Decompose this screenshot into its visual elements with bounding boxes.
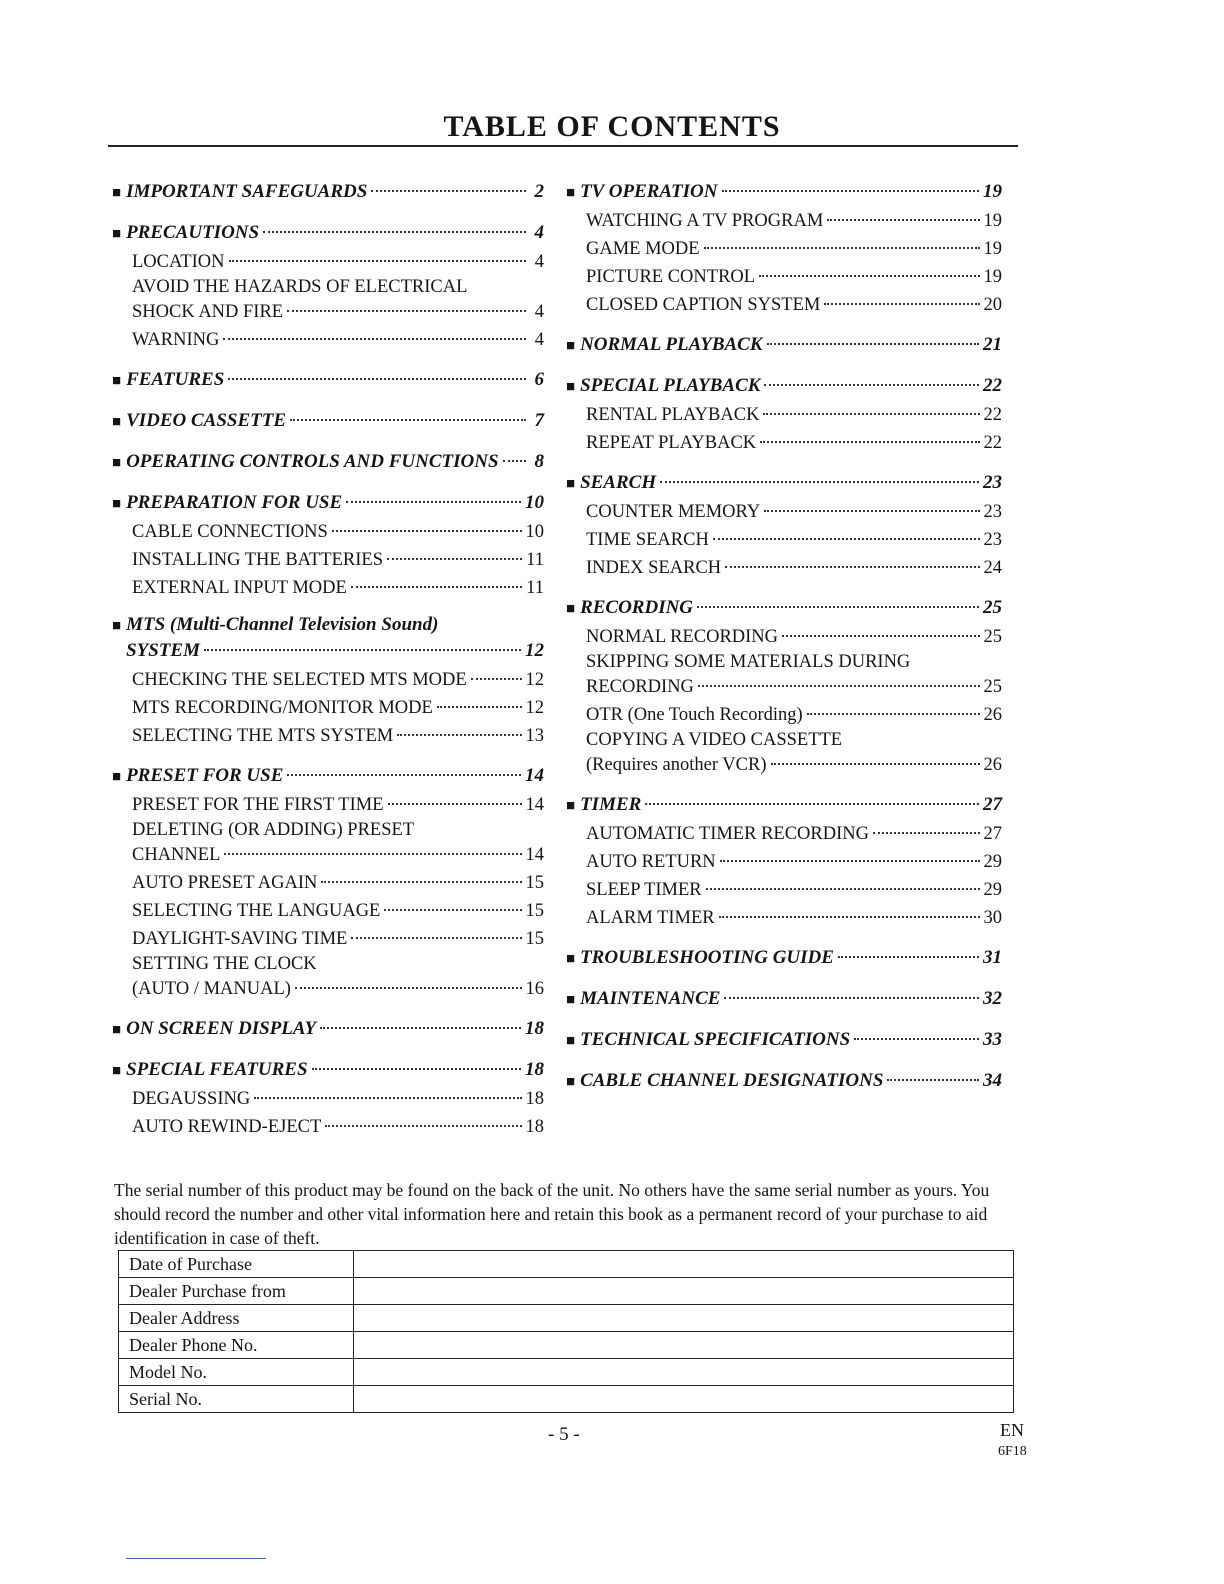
- toc-page-number: 12: [525, 640, 544, 661]
- toc-entry-row: [112, 722, 544, 750]
- toc-entry-row: [112, 975, 544, 1003]
- toc-entry-row: [112, 897, 544, 925]
- toc-page-number: 8: [534, 451, 544, 472]
- dot-leader: [387, 558, 522, 560]
- dot-leader: [807, 713, 980, 715]
- dot-leader: [713, 538, 980, 540]
- bullet-icon: ■: [566, 1033, 576, 1049]
- dot-leader: [471, 678, 522, 680]
- toc-heading-row: [112, 1015, 544, 1044]
- toc-entry-row: [566, 904, 1002, 932]
- toc-page-number: 23: [983, 472, 1002, 493]
- toc-entry-text: ALARM TIMER: [586, 908, 715, 928]
- toc-page-number: 11: [526, 550, 544, 570]
- toc-page-number: 22: [983, 405, 1002, 425]
- toc-entry-row: [566, 729, 1002, 751]
- toc-entry-row: [112, 666, 544, 694]
- toc-entry-text: RENTAL PLAYBACK: [586, 405, 760, 425]
- toc-page-number: 14: [525, 795, 544, 815]
- toc-section: [112, 1015, 544, 1044]
- toc-section: [566, 985, 1002, 1014]
- toc-heading-row: [566, 372, 1002, 401]
- dot-leader: [346, 501, 521, 503]
- bullet-icon: ■: [112, 496, 122, 512]
- record-label: Dealer Address: [119, 1305, 354, 1332]
- toc-heading-text: SPECIAL PLAYBACK: [580, 375, 761, 396]
- toc-heading-row: [112, 407, 544, 436]
- toc-heading-text: SPECIAL FEATURES: [126, 1059, 308, 1080]
- footer-rule: [126, 1558, 266, 1559]
- toc-entry-row: [566, 429, 1002, 457]
- toc-page-number: 6: [534, 369, 544, 390]
- toc-page-number: 30: [983, 908, 1002, 928]
- toc-entry-row: [112, 841, 544, 869]
- toc-entry-row: [112, 791, 544, 819]
- dot-leader: [764, 384, 979, 386]
- toc-page-number: 11: [526, 578, 544, 598]
- toc-page-number: 27: [983, 794, 1002, 815]
- toc-page-number: 27: [983, 824, 1002, 844]
- toc-entry-text: MTS RECORDING/MONITOR MODE: [132, 698, 433, 718]
- toc-section: [112, 178, 544, 207]
- toc-page-number: 31: [983, 947, 1002, 968]
- toc-entry-text: DAYLIGHT-SAVING TIME: [132, 929, 348, 949]
- toc-section: [112, 448, 544, 477]
- record-label: Serial No.: [119, 1386, 354, 1413]
- toc-heading-text: NORMAL PLAYBACK: [580, 334, 763, 355]
- toc-page-number: 2: [534, 181, 544, 202]
- dot-leader: [873, 832, 980, 834]
- record-row: [119, 1305, 1014, 1332]
- bullet-icon: ■: [112, 185, 122, 201]
- toc-page-number: 23: [983, 530, 1002, 550]
- toc-entry-text: WATCHING A TV PROGRAM: [586, 211, 824, 231]
- toc-section: [566, 469, 1002, 582]
- toc-page-number: 15: [525, 929, 544, 949]
- dot-leader: [724, 997, 979, 999]
- toc-page-number: 34: [983, 1070, 1002, 1091]
- toc-heading-text: OPERATING CONTROLS AND FUNCTIONS: [126, 451, 499, 472]
- dot-leader: [228, 378, 526, 380]
- toc-entry-text: CABLE CONNECTIONS: [132, 522, 328, 542]
- dot-leader: [660, 481, 979, 483]
- bullet-icon: ■: [112, 618, 122, 634]
- bullet-icon: ■: [112, 414, 122, 430]
- toc-entry-text: CLOSED CAPTION SYSTEM: [586, 295, 821, 315]
- toc-heading-text: CABLE CHANNEL DESIGNATIONS: [580, 1070, 884, 1091]
- toc-page-number: 15: [525, 873, 544, 893]
- record-row: [119, 1359, 1014, 1386]
- toc-entry-text: RECORDING: [586, 677, 694, 697]
- toc-heading-text: MAINTENANCE: [580, 988, 721, 1009]
- dot-leader: [290, 419, 526, 421]
- dot-leader: [437, 706, 522, 708]
- toc-page-number: 23: [983, 502, 1002, 522]
- toc-heading-row: [112, 762, 544, 791]
- toc-entry-row: [566, 235, 1002, 263]
- dot-leader: [287, 310, 526, 312]
- dot-leader: [384, 909, 521, 911]
- bullet-icon: ■: [566, 379, 576, 395]
- toc-heading-row: [566, 594, 1002, 623]
- toc-entry-row: [112, 248, 544, 276]
- toc-entry-text: DEGAUSSING: [132, 1089, 251, 1109]
- bullet-icon: ■: [112, 769, 122, 785]
- toc-entry-text: EXTERNAL INPUT MODE: [132, 578, 347, 598]
- toc-entry-row: [112, 298, 544, 326]
- toc-page-number: 14: [525, 845, 544, 865]
- title-rule: [108, 145, 1018, 147]
- toc-entry-text: COUNTER MEMORY: [586, 502, 761, 522]
- toc-entry-text: AUTOMATIC TIMER RECORDING: [586, 824, 869, 844]
- toc-heading-row: [112, 219, 544, 248]
- toc-heading-row: [566, 331, 1002, 360]
- toc-entry-row: [112, 1085, 544, 1113]
- toc-entry-text: GAME MODE: [586, 239, 700, 259]
- dot-leader: [767, 343, 979, 345]
- toc-heading-text: PREPARATION FOR USE: [126, 492, 343, 513]
- toc-entry-row: [112, 819, 544, 841]
- bullet-icon: ■: [566, 338, 576, 354]
- page-number: - 5 -: [548, 1424, 580, 1445]
- toc-heading-text: TROUBLESHOOTING GUIDE: [580, 947, 834, 968]
- toc-entry-text: (AUTO / MANUAL): [132, 979, 291, 999]
- toc-entry-row: [112, 326, 544, 354]
- toc-page-number: 24: [983, 558, 1002, 578]
- toc-entry-text: OTR (One Touch Recording): [586, 705, 803, 725]
- dot-leader: [719, 916, 980, 918]
- toc-entry-row: [566, 701, 1002, 729]
- toc-page-number: 4: [534, 302, 544, 322]
- toc-heading-text: ON SCREEN DISPLAY: [126, 1018, 317, 1039]
- toc-entry-row: [566, 554, 1002, 582]
- toc-entry-row: [566, 673, 1002, 701]
- dot-leader: [697, 606, 979, 608]
- toc-entry-text: AUTO REWIND-EJECT: [132, 1117, 322, 1137]
- toc-page-number: 20: [983, 295, 1002, 315]
- dot-leader: [887, 1079, 979, 1081]
- dot-leader: [321, 881, 521, 883]
- toc-heading-text: RECORDING: [580, 597, 694, 618]
- record-value-field[interactable]: [354, 1278, 1014, 1305]
- serial-notice: The serial number of this product may be found on the back of the unit. No others have the same serial number as yours. You should record the number and other vital information here and retain this book as a permanent record of your purchase to aid identification in case of theft.: [114, 1180, 990, 1248]
- page-title: TABLE OF CONTENTS: [443, 110, 781, 143]
- toc-heading-text: SYSTEM: [126, 640, 200, 661]
- toc-section: [566, 791, 1002, 932]
- toc-left-column: [112, 178, 544, 1153]
- bullet-icon: ■: [566, 476, 576, 492]
- dot-leader: [397, 734, 521, 736]
- toc-heading-row: [112, 489, 544, 518]
- toc-heading-row: [112, 178, 544, 207]
- toc-heading-row: [566, 1067, 1002, 1096]
- toc-entry-row: [112, 518, 544, 546]
- toc-section: [566, 944, 1002, 973]
- dot-leader: [351, 586, 522, 588]
- toc-page-number: 7: [534, 410, 544, 431]
- record-row: [119, 1332, 1014, 1359]
- toc-page-number: 25: [983, 677, 1002, 697]
- toc-entry-text: WARNING: [132, 330, 220, 350]
- dot-leader: [312, 1068, 521, 1070]
- toc-section: [566, 594, 1002, 779]
- toc-entry-text: AUTO PRESET AGAIN: [132, 873, 318, 893]
- toc-heading-row: [112, 614, 544, 637]
- purchase-record-table: [118, 1250, 1014, 1413]
- toc-entry-text: PRESET FOR THE FIRST TIME: [132, 795, 384, 815]
- toc-entry-row: [112, 953, 544, 975]
- dot-leader: [263, 231, 526, 233]
- toc-heading-row: [566, 178, 1002, 207]
- dot-leader: [838, 956, 979, 958]
- toc-section: [566, 1067, 1002, 1096]
- toc-page-number: 16: [525, 979, 544, 999]
- dot-leader: [759, 275, 979, 277]
- toc-page-number: 10: [525, 522, 544, 542]
- toc-entry-text: NORMAL RECORDING: [586, 627, 779, 647]
- toc-entry-text: DELETING (OR ADDING) PRESET: [132, 820, 415, 840]
- toc-entry-text: SHOCK AND FIRE: [132, 302, 284, 322]
- toc-entry-row: [566, 263, 1002, 291]
- toc-page-number: 4: [534, 252, 544, 272]
- toc-entry-text: (Requires another VCR): [586, 755, 767, 775]
- toc-heading-text: FEATURES: [126, 369, 225, 390]
- toc-entry-row: [566, 848, 1002, 876]
- toc-entry-text: REPEAT PLAYBACK: [586, 433, 757, 453]
- record-label: Dealer Purchase from: [119, 1278, 354, 1305]
- bullet-icon: ■: [112, 1063, 122, 1079]
- toc-entry-text: LOCATION: [132, 252, 225, 272]
- toc-page-number: 18: [525, 1089, 544, 1109]
- toc-heading-text: PRESET FOR USE: [126, 765, 284, 786]
- toc-entry-text: CHECKING THE SELECTED MTS MODE: [132, 670, 467, 690]
- record-value-field[interactable]: [354, 1251, 1014, 1278]
- toc-page-number: 22: [983, 375, 1002, 396]
- dot-leader: [763, 413, 979, 415]
- dot-leader: [782, 635, 979, 637]
- bullet-icon: ■: [566, 601, 576, 617]
- toc-entry-row: [566, 401, 1002, 429]
- record-label: Date of Purchase: [119, 1251, 354, 1278]
- record-row: [119, 1278, 1014, 1305]
- toc-page-number: 32: [983, 988, 1002, 1009]
- toc-heading-text: SEARCH: [580, 472, 657, 493]
- dot-leader: [295, 987, 522, 989]
- record-value-field[interactable]: [354, 1386, 1014, 1413]
- toc-page-number: 14: [525, 765, 544, 786]
- toc-entry-row: [112, 574, 544, 602]
- toc-entry-text: INDEX SEARCH: [586, 558, 722, 578]
- bullet-icon: ■: [112, 373, 122, 389]
- toc-entry-row: [112, 925, 544, 953]
- toc-entry-text: CHANNEL: [132, 845, 221, 865]
- toc-page-number: 19: [983, 181, 1002, 202]
- bullet-icon: ■: [566, 1074, 576, 1090]
- toc-heading-row: [566, 1026, 1002, 1055]
- toc-heading-row: [112, 1056, 544, 1085]
- bullet-icon: ■: [112, 455, 122, 471]
- toc-entry-row: [566, 498, 1002, 526]
- dot-leader: [224, 853, 521, 855]
- dot-leader: [503, 460, 526, 462]
- toc-section: [112, 407, 544, 436]
- toc-entry-text: COPYING A VIDEO CASSETTE: [586, 730, 843, 750]
- toc-page-number: 29: [983, 880, 1002, 900]
- toc-entry-text: SLEEP TIMER: [586, 880, 702, 900]
- toc-entry-row: [112, 869, 544, 897]
- dot-leader: [332, 530, 522, 532]
- toc-heading-row: [566, 985, 1002, 1014]
- toc-entry-row: [566, 291, 1002, 319]
- toc-heading-text: VIDEO CASSETTE: [126, 410, 287, 431]
- dot-leader: [824, 303, 979, 305]
- toc-entry-row: [112, 1113, 544, 1141]
- record-value-field[interactable]: [354, 1359, 1014, 1386]
- toc-entry-text: SELECTING THE MTS SYSTEM: [132, 726, 394, 746]
- dot-leader: [320, 1027, 521, 1029]
- toc-heading-row: [566, 791, 1002, 820]
- dot-leader: [706, 888, 980, 890]
- toc-page-number: 22: [983, 433, 1002, 453]
- toc-page-number: 12: [525, 670, 544, 690]
- toc-section: [566, 1026, 1002, 1055]
- toc-right-column: [566, 178, 1002, 1108]
- toc-section: [566, 331, 1002, 360]
- dot-leader: [645, 803, 979, 805]
- record-label: Model No.: [119, 1359, 354, 1386]
- toc-page-number: 10: [525, 492, 544, 513]
- dot-leader: [371, 190, 526, 192]
- dot-leader: [854, 1038, 979, 1040]
- dot-leader: [725, 566, 979, 568]
- dot-leader: [827, 219, 979, 221]
- toc-page-number: 25: [983, 597, 1002, 618]
- dot-leader: [764, 510, 979, 512]
- toc-entry-text: PICTURE CONTROL: [586, 267, 756, 287]
- toc-page-number: 18: [525, 1018, 544, 1039]
- toc-entry-row: [566, 207, 1002, 235]
- toc-entry-row: [566, 876, 1002, 904]
- toc-entry-text: AVOID THE HAZARDS OF ELECTRICAL: [132, 277, 468, 297]
- toc-heading-text: IMPORTANT SAFEGUARDS: [126, 181, 368, 202]
- toc-entry-text: INSTALLING THE BATTERIES: [132, 550, 383, 570]
- toc-section: [112, 489, 544, 602]
- toc-page-number: 12: [525, 698, 544, 718]
- toc-heading-row: [112, 637, 544, 666]
- dot-leader: [223, 338, 526, 340]
- record-row: [119, 1386, 1014, 1413]
- toc-entry-text: SETTING THE CLOCK: [132, 954, 317, 974]
- dot-leader: [388, 803, 522, 805]
- toc-entry-text: SELECTING THE LANGUAGE: [132, 901, 381, 921]
- toc-page-number: 15: [525, 901, 544, 921]
- toc-section: [112, 366, 544, 395]
- record-value-field[interactable]: [354, 1305, 1014, 1332]
- toc-entry-row: [112, 546, 544, 574]
- record-value-field[interactable]: [354, 1332, 1014, 1359]
- dot-leader: [254, 1097, 521, 1099]
- dot-leader: [722, 190, 980, 192]
- record-label: Dealer Phone No.: [119, 1332, 354, 1359]
- bullet-icon: ■: [566, 798, 576, 814]
- toc-page-number: 33: [983, 1029, 1002, 1050]
- dot-leader: [204, 649, 521, 651]
- dot-leader: [698, 685, 980, 687]
- dot-leader: [325, 1125, 521, 1127]
- toc-section: [112, 1056, 544, 1141]
- bullet-icon: ■: [566, 992, 576, 1008]
- toc-page-number: 21: [983, 334, 1002, 355]
- bullet-icon: ■: [566, 951, 576, 967]
- toc-heading-row: [566, 469, 1002, 498]
- toc-page-number: 26: [983, 755, 1002, 775]
- toc-section: [112, 762, 544, 1003]
- toc-entry-row: [112, 694, 544, 722]
- toc-section: [112, 219, 544, 354]
- toc-entry-row: [566, 651, 1002, 673]
- dot-leader: [287, 774, 521, 776]
- dot-leader: [771, 763, 980, 765]
- toc-section: [566, 178, 1002, 319]
- document-code: 6F18: [998, 1444, 1027, 1459]
- toc-heading-row: [112, 448, 544, 477]
- toc-page-number: 18: [525, 1117, 544, 1137]
- language-code: EN: [1000, 1420, 1024, 1440]
- toc-heading-text: TV OPERATION: [580, 181, 718, 202]
- toc-page-number: 19: [983, 239, 1002, 259]
- toc-page-number: 4: [534, 222, 544, 243]
- toc-entry-text: TIME SEARCH: [586, 530, 709, 550]
- dot-leader: [351, 937, 521, 939]
- toc-page-number: 25: [983, 627, 1002, 647]
- toc-heading-row: [566, 944, 1002, 973]
- dot-leader: [229, 260, 527, 262]
- toc-entry-row: [566, 623, 1002, 651]
- toc-heading-text: TIMER: [580, 794, 642, 815]
- toc-page-number: 19: [983, 211, 1002, 231]
- bullet-icon: ■: [112, 1022, 122, 1038]
- record-row: [119, 1251, 1014, 1278]
- toc-entry-row: [566, 820, 1002, 848]
- toc-page-number: 13: [525, 726, 544, 746]
- toc-page-number: 26: [983, 705, 1002, 725]
- bullet-icon: ■: [112, 226, 122, 242]
- toc-entry-text: SKIPPING SOME MATERIALS DURING: [586, 652, 911, 672]
- toc-entry-row: [112, 276, 544, 298]
- toc-entry-row: [566, 526, 1002, 554]
- toc-section: [112, 614, 544, 750]
- dot-leader: [704, 247, 980, 249]
- toc-heading-row: [112, 366, 544, 395]
- toc-section: [566, 372, 1002, 457]
- toc-page-number: 18: [525, 1059, 544, 1080]
- bullet-icon: ■: [566, 185, 576, 201]
- dot-leader: [760, 441, 979, 443]
- toc-heading-text: MTS (Multi-Channel Television Sound): [126, 614, 439, 635]
- toc-heading-text: TECHNICAL SPECIFICATIONS: [580, 1029, 851, 1050]
- toc-page-number: 19: [983, 267, 1002, 287]
- toc-page-number: 29: [983, 852, 1002, 872]
- toc-heading-text: PRECAUTIONS: [126, 222, 260, 243]
- toc-entry-row: [566, 751, 1002, 779]
- toc-page-number: 4: [534, 330, 544, 350]
- dot-leader: [720, 860, 980, 862]
- toc-entry-text: AUTO RETURN: [586, 852, 716, 872]
